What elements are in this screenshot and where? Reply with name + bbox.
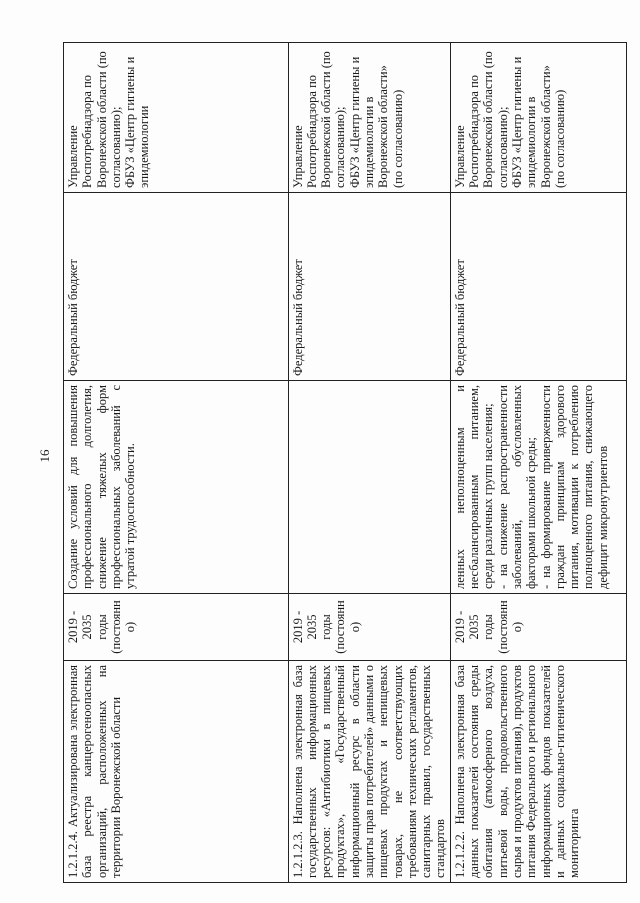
table-row [450,42,626,882]
term-line: (постоянно) [495,600,524,654]
term-cell [288,594,450,661]
measure-code: 1.2.1.2.3. [290,831,305,878]
result-line: - на формирование приверженности граждан принципам здорового питания, мотивации к потреблению полноценного питания, снижающего дефицит микронутриентов [538,385,610,589]
table-row [63,42,288,882]
page-number: 16 [37,449,52,463]
term-line: 2019 - 2035 [290,610,319,644]
term-line: 2019 - 2035 [452,610,482,644]
term-line: (постоянно) [333,600,362,654]
executor-line: Управление Роспотребнадзора по Воронежской области (по согласованию); [66,51,123,188]
result-line: Создание условий для повышения профессионального долголетия, снижение тяжелых форм профессиональных заболеваний с утратой трудоспособности. [66,385,138,589]
term-line: (постоянно) [108,600,138,654]
term-cell [450,594,626,661]
term-line: 2019 - 2035 [66,610,95,644]
row-empty-cell [63,42,288,882]
executor-line: ФБУЗ «Центр гигиены и эпидемиологии в Воронежской области» (по согласованию) [347,56,405,188]
funding-cell: Федеральный бюджет [288,193,450,381]
executors-cell [450,42,626,192]
executor-line: ФБУЗ «Центр гигиены и эпидемиологии [123,56,152,188]
term-line: годы [481,614,496,640]
rotated-table-area [63,43,616,883]
measure-text: Наполнена электронная база данных показателей состояния среды обитания (атмосферного воздуха, питьевой воды, продовольственного сырья и продуктов питания), продуктов питания Федерального и регионального информационных фондов показателей и данных социально-гигиенического мониторинга [452,665,582,878]
term-line: годы [94,614,109,640]
result-line: ленных неполноценным и несбалансированным питанием, среди различных групп населения; [452,385,496,589]
term-line: годы [319,614,334,640]
result-cell [288,381,450,594]
measure-cell [288,661,450,883]
measure-text: Наполнена электронная база государственных информационных ресурсов: «Антибиотики в пищевых продуктах», «Государственный информационный ресурс в области защиты прав потребителей» данными о пищевых продуктах и непищевых товарах, не соответствующих требованиям технических регламентов, санитарных правил, государственных стандартов [290,665,448,878]
funding-cell: Федеральный бюджет [64,193,289,381]
measure-cell [450,661,626,883]
measure-text: Актуализирована электронная база реестра канцерогеноопасных организаций, расположенных на территории Воронежской области [66,665,123,878]
funding-cell: Федеральный бюджет [450,193,626,381]
executor-line: Управление Роспотребнадзора по Воронежской области (по согласованию); [290,51,348,188]
measure-code: 1.2.1.2.4. [66,831,80,878]
measure-code: 1.2.1.2.2. [452,831,467,878]
result-cell [450,381,626,594]
measures-table [63,42,627,883]
executor-line: Управление Роспотребнадзора по Воронежской области (по согласованию); [452,51,510,188]
executors-cell [288,42,450,192]
table-row [288,42,450,882]
executor-line: ФБУЗ «Центр гигиены и эпидемиологии в Воронежской области» (по согласованию) [509,56,567,188]
result-line: - на снижение распространенности заболеваний, обусловленных факторами школьной среды; [495,385,539,589]
